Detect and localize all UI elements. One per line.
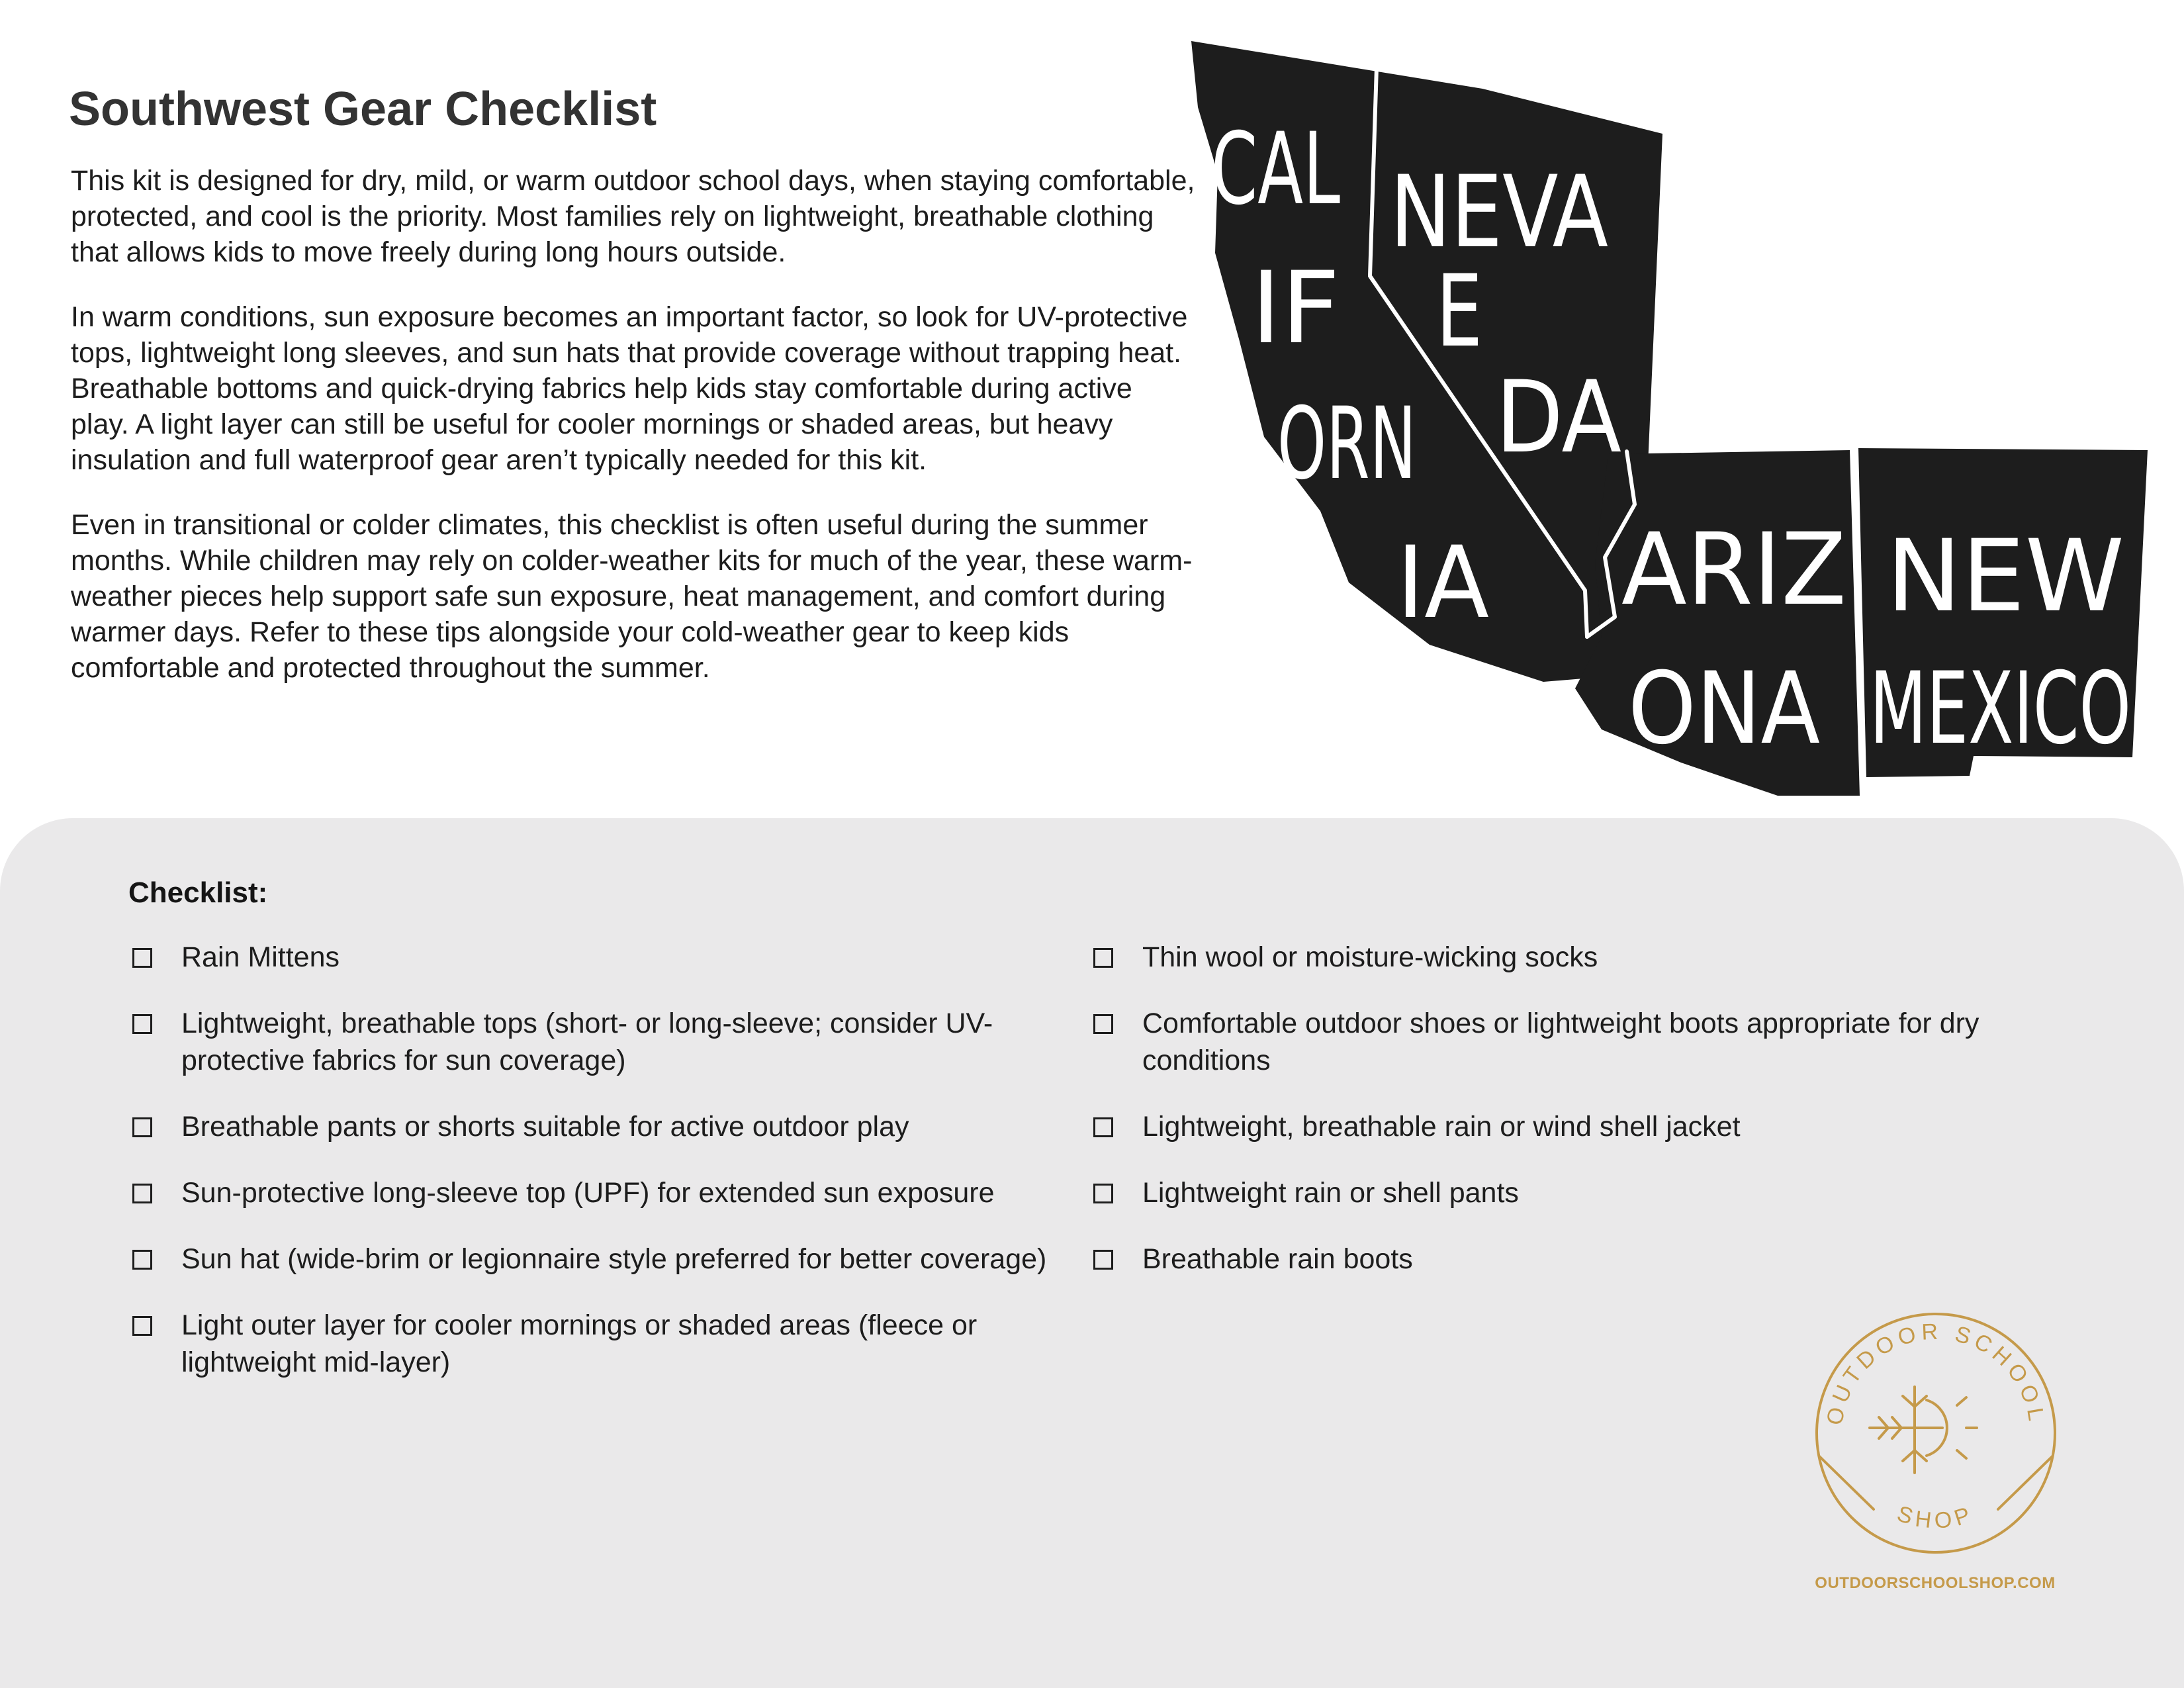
new-mexico-line-2: MEXICO	[1870, 651, 2131, 767]
new-mexico-line-1: NEW	[1886, 519, 2124, 634]
checkbox[interactable]	[1093, 1014, 1113, 1034]
checkbox[interactable]	[1093, 948, 1113, 968]
logo-top-text: OUTDOOR SCHOOL	[1821, 1319, 2050, 1427]
checkbox[interactable]	[132, 1014, 152, 1034]
checkbox[interactable]	[132, 1250, 152, 1270]
arizona-line-1: ARIZ	[1621, 512, 1846, 628]
checklist-item-label: Lightweight rain or shell pants	[1142, 1177, 1519, 1209]
checkbox[interactable]	[1093, 1184, 1113, 1203]
snowflake-sun-icon	[1870, 1387, 1977, 1473]
page-title: Southwest Gear Checklist	[69, 83, 657, 136]
website-link[interactable]: OUTDOORSCHOOLSHOP.COM	[1815, 1574, 2056, 1592]
checklist-item[interactable]	[130, 1241, 1076, 1278]
intro-paragraph-2: In warm conditions, sun exposure becomes an important factor, so look for UV-protective tops, lightweight long sleeves, and sun hats that provide coverage without trapping heat. Breathable bottoms and quick-drying fabrics help kids stay comfortable during active play. A light layer can still be useful for cooler mornings or shaded areas, but heavy insulation and full waterproof gear aren’t typically needed for this kit.	[71, 301, 1188, 476]
checklist-item[interactable]	[130, 1174, 1076, 1211]
california-line-3: ORN	[1277, 387, 1416, 502]
logo-bottom-text: SHOP	[1893, 1501, 1978, 1534]
checkbox[interactable]	[132, 948, 152, 968]
checkbox[interactable]	[132, 1184, 152, 1203]
checklist-item[interactable]	[130, 1307, 1076, 1381]
intro-paragraph-1: This kit is designed for dry, mild, or warm outdoor school days, when staying comfortable, protected, and cool is the priority. Most families rely on lightweight, breathable clothing that allows kids to move freely during long hours outside.	[71, 165, 1195, 268]
checklist-item-label: Thin wool or moisture-wicking socks	[1142, 941, 1598, 973]
checklist-item-label: Sun hat (wide-brim or legionnaire style preferred for better coverage)	[181, 1243, 1047, 1275]
checklist-item[interactable]	[1091, 1174, 2037, 1211]
checklist-item-label: Breathable rain boots	[1142, 1243, 1413, 1275]
california-line-4: IA	[1396, 526, 1489, 641]
nevada-line-mid: E	[1436, 254, 1482, 369]
checkbox[interactable]	[1093, 1117, 1113, 1137]
checklist-item-label: Lightweight, breathable tops (short- or long-sleeve; consider UV-protective fabrics for sun coverage)	[181, 1008, 993, 1076]
nevada-line-1: NEVA	[1390, 155, 1608, 270]
checklist-item[interactable]	[130, 1108, 1076, 1145]
checklist-heading: Checklist:	[128, 876, 268, 909]
california-line-1: CAL	[1211, 112, 1340, 227]
checklist-item-label: Sun-protective long-sleeve top (UPF) for extended sun exposure	[181, 1177, 995, 1209]
checklist-item-label: Comfortable outdoor shoes or lightweight boots appropriate for dry conditions	[1142, 1008, 1979, 1076]
checklist-item-label: Light outer layer for cooler mornings or shaded areas (fleece or lightweight mid-layer)	[181, 1309, 978, 1378]
intro-text	[71, 163, 1196, 715]
outdoor-school-shop-logo	[1810, 1307, 2062, 1559]
nevada-line-2: DA	[1496, 360, 1621, 475]
checklist-left-column	[130, 939, 1076, 1410]
intro-paragraph-3: Even in transitional or colder climates, this checklist is often useful during the summer months. While children may rely on colder-weather kits for much of the year, these warm-weather pieces help support safe sun exposure, heat management, and comfort during warmer days. Refer to these tips alongside your cold-weather gear to keep kids comfortable and protected throughout the summer.	[71, 509, 1193, 684]
checklist-item-label: Lightweight, breathable rain or wind shell jacket	[1142, 1111, 1741, 1143]
checklist-item[interactable]	[1091, 939, 2037, 976]
checklist-item[interactable]	[130, 1005, 1076, 1079]
checklist-item-label: Breathable pants or shorts suitable for active outdoor play	[181, 1111, 909, 1143]
checklist-item[interactable]	[1091, 1241, 2037, 1278]
arizona-line-2: ONA	[1628, 651, 1820, 767]
checklist-item[interactable]	[1091, 1005, 2037, 1079]
checkbox[interactable]	[132, 1316, 152, 1336]
checkbox[interactable]	[1093, 1250, 1113, 1270]
checklist-item-label: Rain Mittens	[181, 941, 340, 973]
checkbox[interactable]	[132, 1117, 152, 1137]
southwest-states-map	[1178, 41, 2154, 802]
checklist-right-column	[1091, 939, 2037, 1307]
checklist-item[interactable]	[1091, 1108, 2037, 1145]
california-line-2: IF	[1251, 251, 1340, 366]
checklist-item[interactable]	[130, 939, 1076, 976]
